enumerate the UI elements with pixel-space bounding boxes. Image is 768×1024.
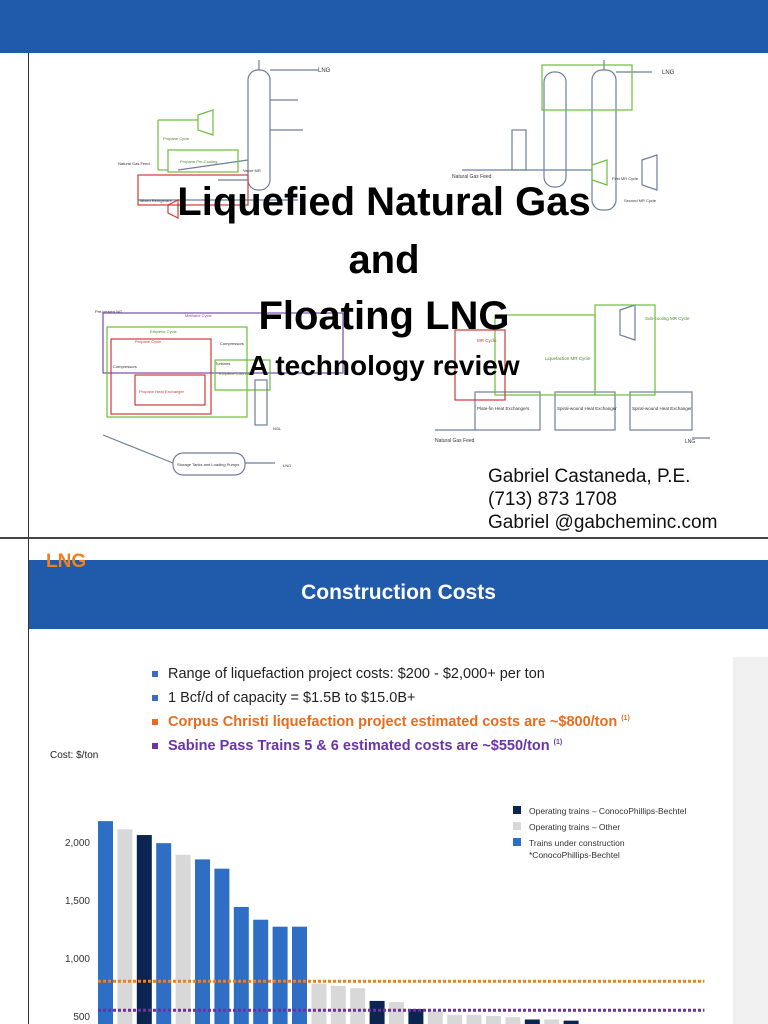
diagram-label: LNG: [662, 70, 675, 76]
bar-7: [214, 869, 229, 1024]
bar-2: [117, 829, 132, 1024]
bar-1: [98, 821, 113, 1024]
bar-3: [137, 835, 152, 1024]
slide-title-line: Floating LNG: [258, 294, 510, 338]
diagram-label: Plate-fin Heat Exchangers: [477, 406, 530, 411]
diagram-label: Natural Gas Feed: [118, 161, 150, 166]
diagram-label: Propane Pre-Cooling: [180, 159, 218, 164]
bullet-item: [152, 690, 415, 706]
diagram-label: Turbines: [215, 361, 231, 366]
contact-phone: (713) 873 1708: [488, 489, 617, 510]
legend-swatch: [513, 838, 521, 846]
bar-16: [389, 1002, 404, 1024]
footnote-marker: (1): [621, 715, 630, 723]
bar-6: [195, 859, 210, 1024]
diagram-label: NGL: [273, 426, 282, 431]
diagram-label: Propane Cycle: [163, 136, 190, 141]
contact-email: Gabriel @gabcheminc.com: [488, 512, 718, 533]
bar-21: [486, 1016, 501, 1024]
diagram-label: Natural Gas Feed: [435, 438, 475, 444]
bullet-text: Sabine Pass Trains 5 & 6 estimated costs are ~$550/ton: [168, 738, 550, 754]
diagram-label: Propane Cycle: [135, 339, 162, 344]
slide-title-line: and: [348, 238, 420, 282]
slide1-header-band: [0, 0, 768, 53]
contact-name: Gabriel Castaneda, P.E.: [488, 466, 691, 487]
diagram-label: First MR Cycle: [612, 176, 639, 181]
bar-19: [447, 1015, 462, 1024]
diagram-label: Propane Heat Exchanger: [139, 389, 184, 394]
diagram-label: Storage Tanks and Loading Pumps: [177, 462, 240, 467]
diagram-label: Liquefaction MR Cycle: [545, 356, 591, 361]
footnote-marker: (1): [553, 739, 563, 747]
bar-20: [467, 1015, 482, 1024]
diagram-label: Spiral-wound Heat Exchanger: [557, 406, 617, 411]
bar-25: [564, 1021, 579, 1024]
diagram-label: Natural Gas Feed: [452, 174, 492, 180]
section-tag: LNG: [46, 551, 87, 572]
legend-note: *ConocoPhillips-Bechtel: [529, 850, 620, 860]
bullet-text: Range of liquefaction project costs: $200 - $2,000+ per ton: [168, 666, 545, 682]
y-tick-label: 500: [73, 1012, 90, 1023]
bar-5: [176, 855, 191, 1024]
slide2-title: Construction Costs: [301, 581, 496, 604]
bar-13: [331, 986, 346, 1024]
bar-24: [544, 1019, 559, 1024]
bar-4: [156, 843, 171, 1024]
bar-18: [428, 1011, 443, 1024]
diagram-label: Second MR Cycle: [624, 198, 657, 203]
diagram-label: Spiral-wound Heat Exchanger: [632, 406, 692, 411]
bullet-text: Corpus Christi liquefaction project estimated costs are ~$800/ton: [168, 714, 618, 730]
legend-label: Operating trains – ConocoPhillips-Bechtel: [529, 806, 687, 816]
bar-12: [311, 984, 326, 1024]
bullet-text: 1 Bcf/d of capacity = $1.5B to $15.0B+: [168, 690, 416, 706]
diagram-label: Compressors: [113, 364, 137, 369]
bullet-item: [152, 714, 630, 730]
bullet-marker: [152, 671, 158, 677]
bullet-marker: [152, 719, 158, 725]
cost-bar-chart: [0, 740, 768, 1024]
slide-divider: [0, 537, 768, 539]
diagram-label: LNG: [283, 463, 292, 468]
y-tick-label: 2,000: [64, 838, 90, 849]
slide-title-line: Liquefied Natural Gas: [177, 180, 591, 224]
bullet-item: [152, 666, 545, 682]
bar-22: [505, 1017, 520, 1024]
diagram-label: Vapor MR: [243, 168, 261, 173]
diagram-label: Mixed Refrigerant: [140, 198, 172, 203]
bar-23: [525, 1019, 540, 1024]
diagram-label: Ethylene Cold Box: [219, 371, 252, 376]
slide-subtitle: A technology review: [248, 350, 520, 381]
y-tick-label: 1,500: [64, 896, 90, 907]
legend-swatch: [513, 822, 521, 830]
diagram-label: Compressors: [220, 341, 244, 346]
bar-14: [350, 988, 365, 1024]
y-tick-label: 1,000: [64, 954, 90, 965]
legend-label: Operating trains – Other: [529, 822, 621, 832]
diagram-label: LNG: [318, 68, 331, 74]
bar-15: [370, 1001, 385, 1024]
diagram-label: Sub-cooling MR Cycle: [645, 316, 690, 321]
legend-label: Trains under construction: [529, 838, 625, 848]
chart-plot-area: [50, 750, 704, 1024]
diagram-label: MR Cycle: [477, 338, 497, 343]
diagram-label: Pre-treated NG: [95, 309, 123, 314]
bar-8: [234, 907, 249, 1024]
y-axis-title: Cost: $/ton: [50, 750, 99, 761]
diagram-label: Ethylene Cycle: [150, 329, 177, 334]
bullet-marker: [152, 695, 158, 701]
diagram-label: LNG: [685, 439, 696, 445]
legend-swatch: [513, 806, 521, 814]
diagram-label: Methane Cycle: [185, 313, 212, 318]
bar-9: [253, 920, 268, 1024]
